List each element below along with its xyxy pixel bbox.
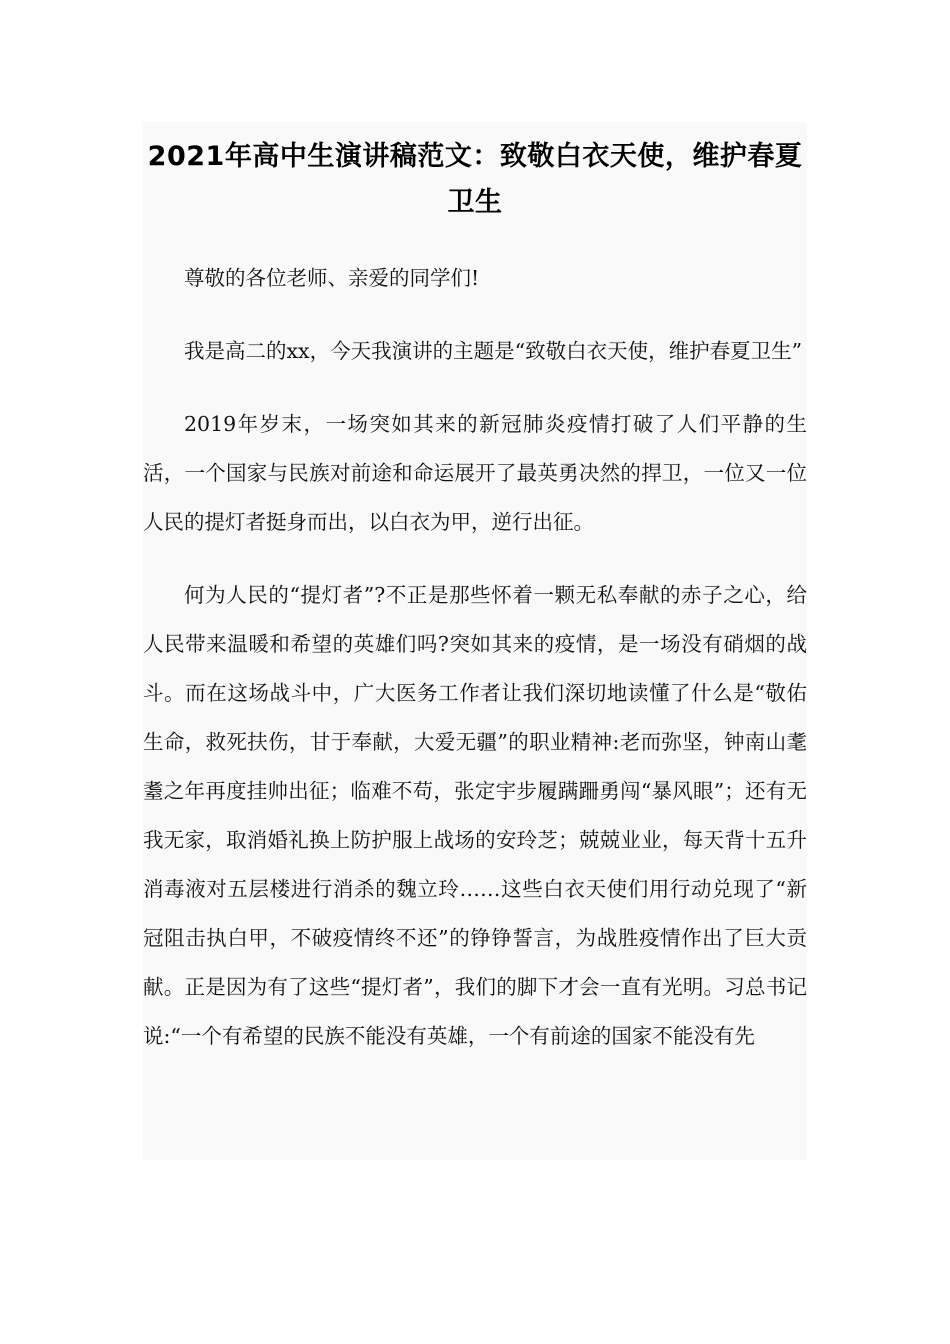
paragraph-background: 2019年岁末，一场突如其来的新冠肺炎疫情打破了人们平静的生活，一个国家与民族对前途和命运展开了最英勇决然的捍卫，一位又一位人民的提灯者挺身而出，以白衣为甲，逆行出征。 [143, 412, 807, 534]
paragraph-intro: 我是高二的xx，今天我演讲的主题是“致敬白衣天使，维护春夏卫生” [184, 339, 803, 363]
paragraph-heroes: 何为人民的“提灯者”?不正是那些怀着一颗无私奉献的赤子之心，给人民带来温暖和希望的英雄们吗?突如其来的疫情，是一场没有硝烟的战斗。而在这场战斗中，广大医务工作者让我们深切地读懂了什么是“敬佑生命，救死扶伤，甘于奉献，大爱无疆”的职业精神:老而弥坚，钟南山耄耋之年再度挂帅出征；临难不苟，张定宇步履蹒跚勇闯“暴风眼”；还有无我无家，取消婚礼换上防护服上战场的安玲芝；兢兢业业，每天背十五升消毒液对五层楼进行消杀的魏立玲……这些白衣天使们用行动兑现了“新冠阻击执白甲，不破疫情终不还”的铮铮誓言，为战胜疫情作出了巨大贡献。正是因为有了这些“提灯者”，我们的脚下才会一直有光明。习总书记说:“一个有希望的民族不能没有英雄，一个有前途的国家不能没有先 [143, 583, 807, 1048]
document-title: 2021年高中生演讲稿范文：致敬白衣天使，维护春夏卫生 [147, 141, 803, 218]
document-page [143, 122, 807, 1160]
paragraph-greeting: 尊敬的各位老师、亲爱的同学们! [184, 266, 480, 290]
